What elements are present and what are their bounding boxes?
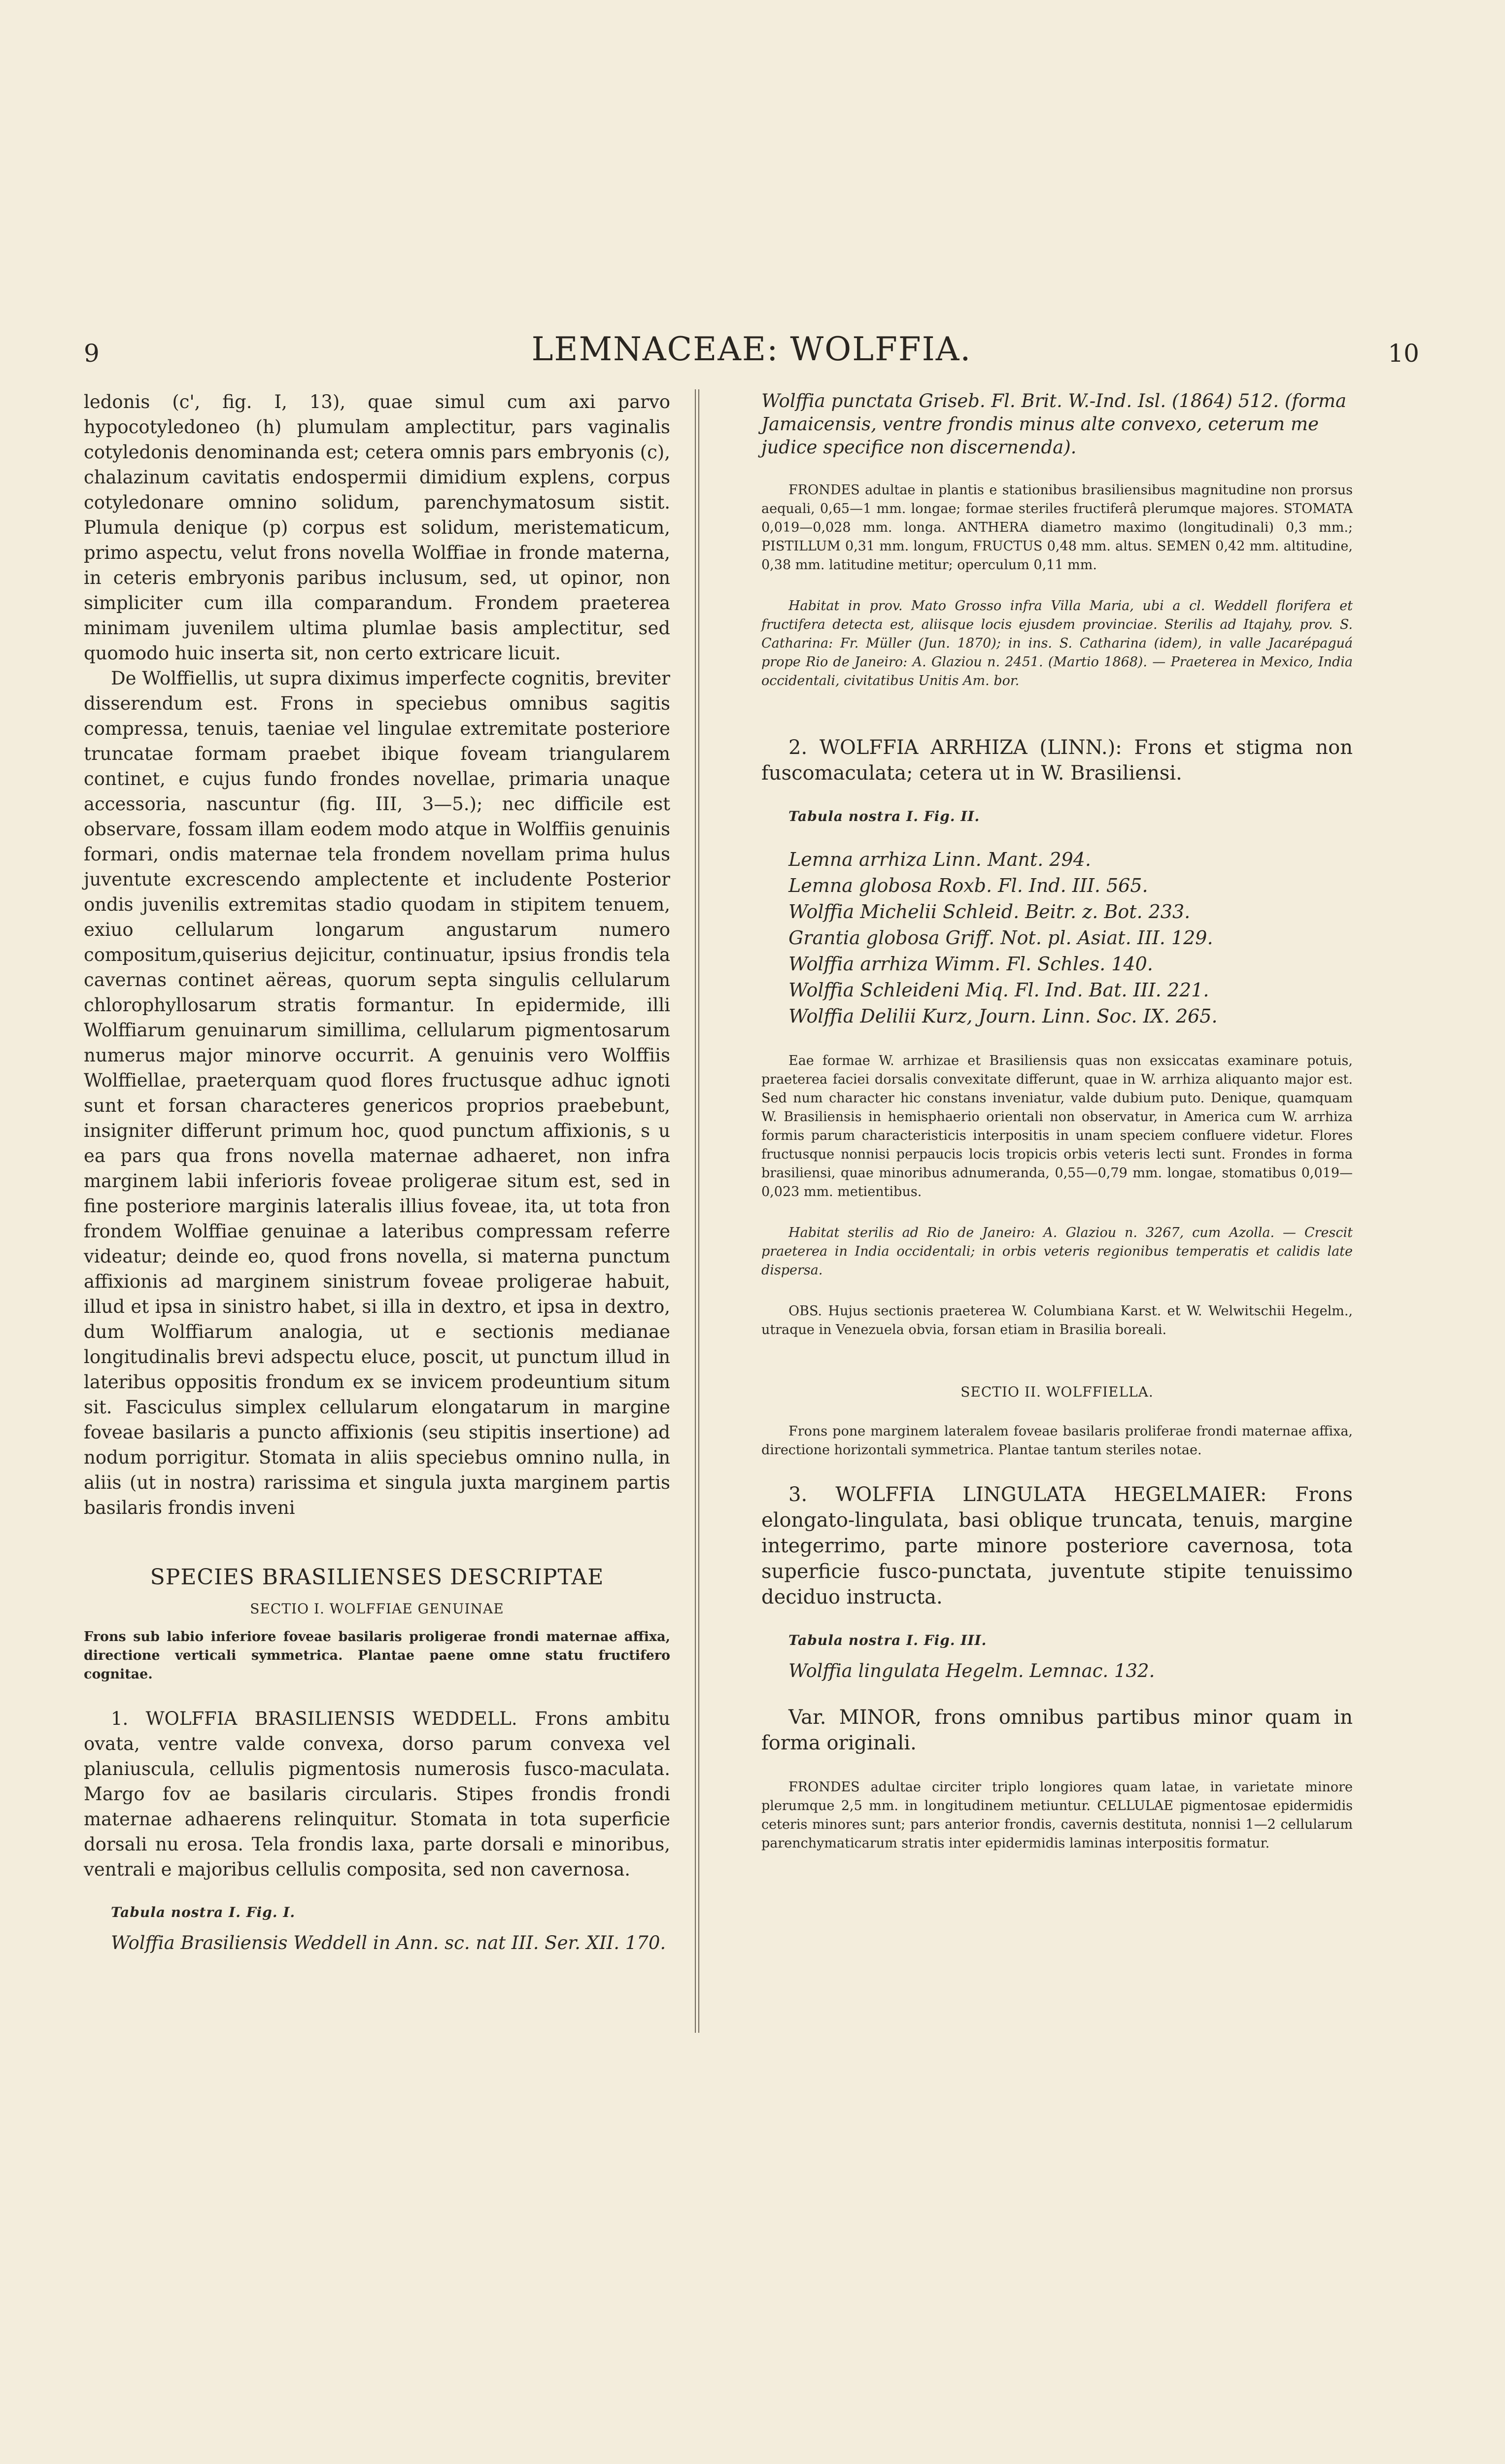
running-title: LEMNACEAE: WOLFFIA.: [531, 330, 972, 368]
synonym: Wolffia arrhiza Wimm. Fl. Schles. 140.: [788, 953, 1153, 975]
synonym: Wolffia Schleideni Miq. Fl. Ind. Bat. III. 221.: [788, 979, 1209, 1001]
page-number-left: 9: [84, 339, 100, 368]
species-2-habitat: Habitat sterilis ad Rio de Janeiro: A. Glaziou n. 3267, cum Azolla. — Crescit praeterea in India occidentali; in orbis veteris regionibus temperatis et calidis late dispersa.: [761, 1225, 1353, 1278]
synonym: Lemna globosa Roxb. Fl. Ind. III. 565.: [788, 875, 1148, 896]
species-3-variety: Var. MINOR, frons omnibus partibus minor quam in forma originali.: [761, 1706, 1353, 1754]
left-column: [84, 389, 670, 1954]
observation-note: OBS. Hujus sectionis praeterea W. Columbiana Karst. et W. Welwitschii Hegelm., utraque in Venezuela obvia, forsan etiam in Brasilia boreali.: [761, 1303, 1353, 1337]
page-header: [84, 330, 1419, 389]
species-1-description: 1. WOLFFIA BRASILIENSIS WEDDELL. Frons ambitu ovata, ventre valde convexa, dorso parum convexa vel planiuscula, cellulis pigmentosis numerosis fusco-maculata. Margo fov ae basilaris circularis. Stipes frondis frondi maternae adhaerens relinquitur. Stomata in tota superficie dorsali nu erosa. Tela frondis laxa, parte dorsali e minoribus, ventrali e majoribus cellulis composita, sed non cavernosa.: [84, 1708, 670, 1880]
page-number-right: 10: [1388, 339, 1419, 368]
synonym: Wolffia Delilii Kurz, Journ. Linn. Soc. IX. 265.: [788, 1005, 1218, 1027]
species-1-reference: Wolffia Brasiliensis Weddell in Ann. sc. nat III. Ser. XII. 170.: [111, 1932, 666, 1953]
section-two-heading: SECTIO II. WOLFFIELLA.: [960, 1384, 1154, 1400]
column-divider: [695, 389, 699, 2033]
paragraph-wolffiellae: De Wolffiellis, ut supra diximus imperfecte cognitis, breviter disserendum est. Frons in speciebus omnibus sagitis compressa, tenuis, taeniae vel lingulae extremitate posteriore truncatae formam praebet ibique foveam triangularem continet, e cujus fundo frondes novellae, primaria unaque accessoria, nascuntur (fig. III, 3—5.); nec difficile est observare, fossam illam eodem modo atque in Wolffiis genuinis formari, ondis maternae tela frondem novellam prima hulus juventute excrescendo amplectente et includente Posterior ondis juvenilis extremitas stadio quodam in stipitem tenuem, exiuo cellularum longarum angustarum numero compositum,quiserius dejicitur, continuatur, ipsius frondis tela cavernas continet aëreas, quorum septa singulis cellularum chlorophyllosarum stratis formantur. In epidermide, illi Wolffiarum genuinarum simillima, cellularum pigmentosarum numerus major minorve occurrit. A genuinis vero Wolffiis Wolffiellae, praeterquam quod flores fructusque adhuc ignoti sunt et forsan characteres genericos proprios praebebunt, insigniter differunt primum hoc, quod punctum affixionis, s u ea pars qua frons novella maternae adhaeret, non infra marginem labii inferioris foveae proligerae situm est, sed in fine posteriore marginis lateralis illius foveae, ita, ut tota fron frondem Wolffiae genuinae a lateribus compressam referre videatur; deinde eo, quod frons novella, si materna punctum affixionis ad marginem sinistrum foveae proligerae habuit, illud et ipsa in sinistro habet, si illa in dextro, et ipsa in dextro, dum Wolffiarum analogia, ut e sectionis medianae longitudinalis brevi adspectu eluce, poscit, ut punctum illud in lateribus oppositis frondum ex se invicem prodeuntium situm sit. Fasciculus simplex cellularum elongatarum in margine foveae basilaris a puncto affixionis (seu stipitis insertione) ad nodum porrigitur. Stomata in aliis speciebus omnino nulla, in aliis (ut in nostra) rarissima et singula juxta marginem partis basilaris frondis inveni: [84, 668, 670, 1518]
right-column: [761, 389, 1353, 1853]
synonym: Lemna arrhiza Linn. Mant. 294.: [788, 849, 1091, 870]
species-2-plate: Tabula nostra I. Fig. II.: [788, 808, 980, 824]
species-heading: SPECIES BRASILIENSES DESCRIPTAE: [150, 1565, 604, 1590]
species-3-measurements: FRONDES adultae circiter triplo longiores quam latae, in varietate minore plerumque 2,5 mm. in longitudinem metiuntur. CELLULAE pigmentosae epidermidis ceteris minores sunt; pars anterior frondis, cavernis destituta, nonnisi 1—2 cellularum parenchymaticarum stratis inter epidermidis laminas interpositis formatur.: [761, 1780, 1353, 1851]
species-3-description: 3. WOLFFIA LINGULATA HEGELMAIER: Frons elongato-lingulata, basi oblique truncata, tenuis, margine integerrimo, parte minore posteriore cavernosa, tota superficie fusco-punctata, juventute stipite tenuissimo deciduo instructa.: [761, 1483, 1353, 1608]
species-3-reference: Wolffia lingulata Hegelm. Lemnac. 132.: [788, 1660, 1155, 1681]
species-2-description: 2. WOLFFIA ARRHIZA (LINN.): Frons et stigma non fuscomaculata; cetera ut in W. Brasiliensi.: [761, 736, 1353, 785]
species-1-measurements: FRONDES adultae in plantis e stationibus brasiliensibus magnitudine non prorsus aequali, 0,65—1 mm. longae; formae steriles fructiferâ plerumque majores. STOMATA 0,019—0,028 mm. longa. ANTHERA diametro maximo (longitudinali) 0,3 mm.; PISTILLUM 0,31 mm. longum, FRUCTUS 0,48 mm. altus. SEMEN 0,42 mm. altitudine, 0,38 mm. latitudine metitur; operculum 0,11 mm.: [761, 482, 1353, 573]
synonym-list: [761, 847, 1353, 1029]
section-one-heading: SECTIO I. WOLFFIAE GENUINAE: [250, 1601, 504, 1617]
section-two-description: Frons pone marginem lateralem foveae basilaris proliferae frondi maternae affixa, directione horizontali symmetrica. Plantae tantum steriles notae.: [761, 1424, 1353, 1458]
species-1-plate: Tabula nostra I. Fig. I.: [111, 1904, 296, 1920]
reference-punctata: Wolffia punctata Griseb. Fl. Brit. W.-Ind. Isl. (1864) 512. (forma Jamaicensis, ventre frondis minus alte convexo, ceterum me judice specifice non discernenda).: [761, 390, 1347, 458]
paragraph-embryo: ledonis (c', fig. I, 13), quae simul cum axi parvo hypocotyledoneo (h) plumulam amplectitur, pars vaginalis cotyledonis denominanda est; cetera omnis pars embryonis (c), chalazinum cavitatis endospermii dimidium explens, corpus cotyledonare omnino solidum, parenchymatosum sistit. Plumula denique (p) corpus est solidum, meristematicum, primo aspectu, velut frons novella Wolffiae in fronde materna, in ceteris embryonis paribus inclusum, sed, ut opinor, non simpliciter cum illa comparandum. Frondem praeterea minimam juvenilem ultima plumlae basis amplectitur, sed quomodo huic inserta sit, non certo extricare licuit.: [84, 391, 670, 664]
species-3-plate: Tabula nostra I. Fig. III.: [788, 1632, 987, 1648]
species-2-notes: Eae formae W. arrhizae et Brasiliensis quas non exsiccatas examinare potuis, praeterea faciei dorsalis convexitate differunt, quae in W. arrhiza aliquanto major est. Sed num character hic constans inveniatur, valde dubium puto. Denique, quamquam W. Brasiliensis in hemisphaerio orientali non observatur, in America cum W. arrhiza formis parum characteristicis interpositis in unam speciem confluere videtur. Flores fructusque nonnisi perpaucis locis tropicis orbis veteris lecti sunt. Frondes in forma brasiliensi, quae minoribus adnumeranda, 0,55—0,79 mm. longae, stomatibus 0,019—0,023 mm. metientibus.: [761, 1053, 1353, 1199]
section-one-description: Frons sub labio inferiore foveae basilaris proligerae frondi maternae affixa, directione verticali symmetrica. Plantae paene omne statu fructifero cognitae.: [84, 1629, 670, 1682]
species-1-habitat: Habitat in prov. Mato Grosso infra Villa Maria, ubi a cl. Weddell florifera et fructifera detecta est, aliisque locis ejusdem provinciae. Sterilis ad Itajahy, prov. S. Catharina: Fr. Müller (Jun. 1870); in ins. S. Catharina (idem), in valle Jacarépaguá prope Rio de Janeiro: A. Glaziou n. 2451. (Martio 1868). — Praeterea in Mexico, India occidentali, civitatibus Unitis Am. bor.: [761, 598, 1353, 688]
synonym: Grantia globosa Griff. Not. pl. Asiat. III. 129.: [788, 927, 1213, 949]
synonym: Wolffia Michelii Schleid. Beitr. z. Bot. 233.: [788, 901, 1191, 923]
